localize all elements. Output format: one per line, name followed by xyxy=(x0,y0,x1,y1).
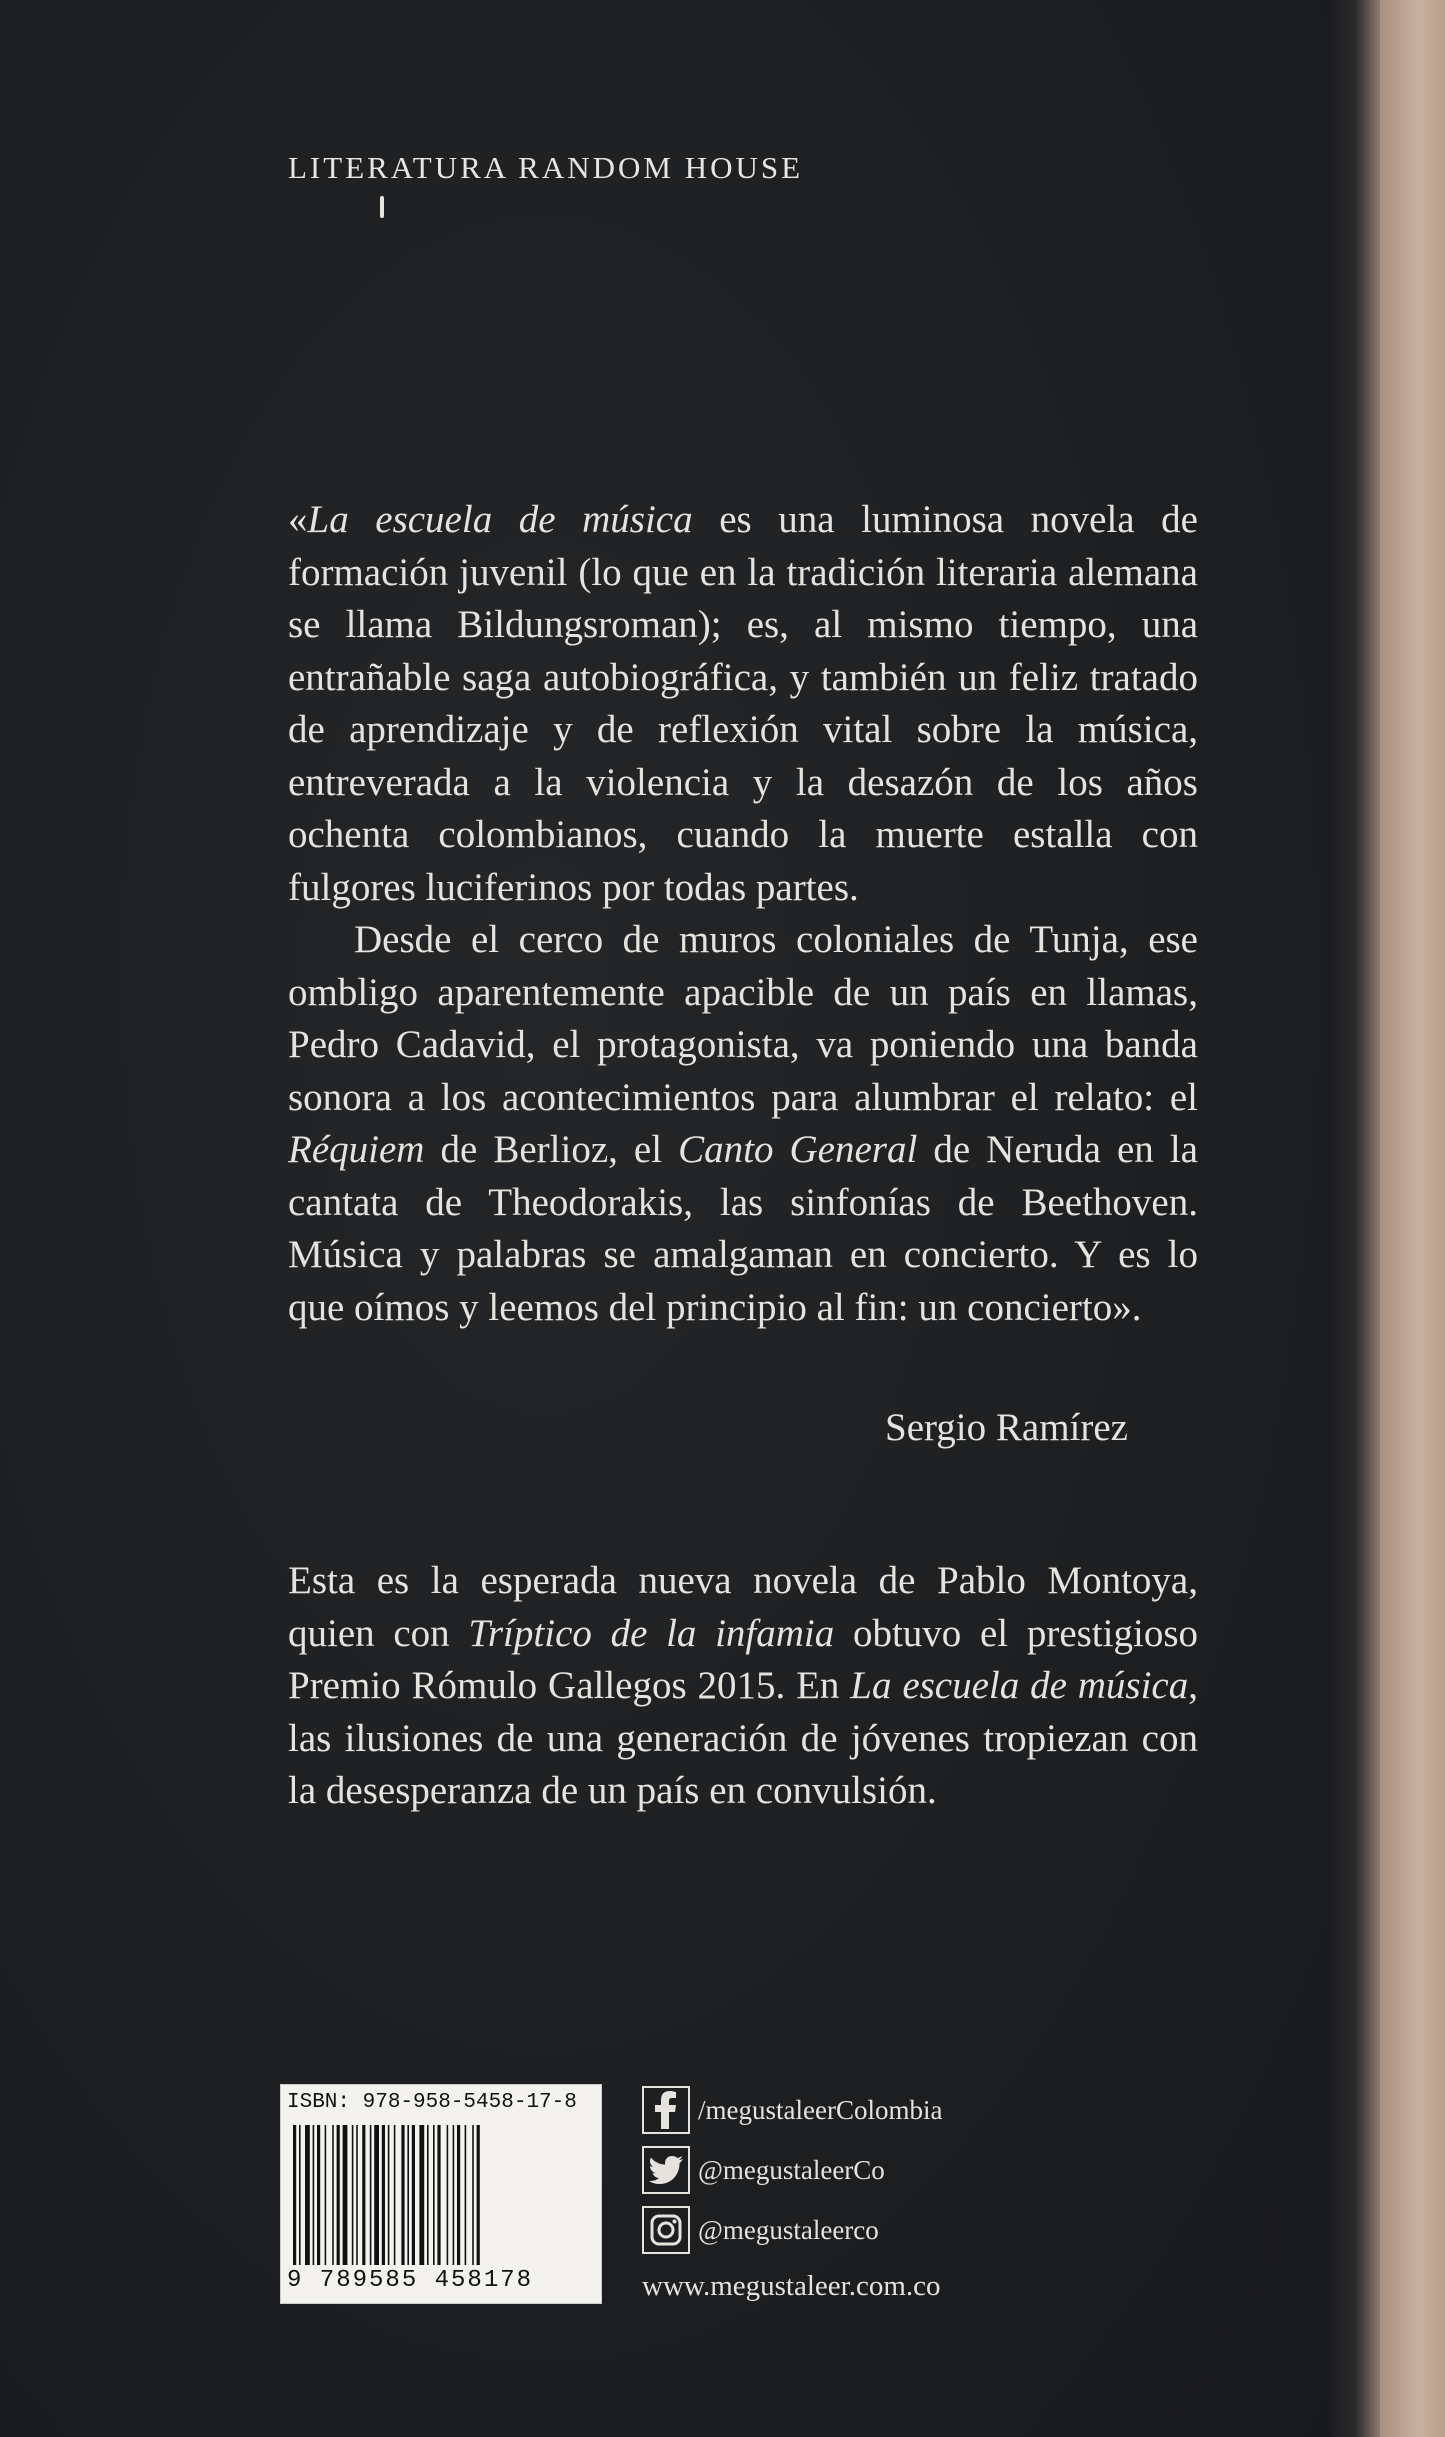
promo-text xyxy=(288,1555,1198,1818)
work-title-italic: Canto General xyxy=(678,1128,918,1171)
blurb-text: es una luminosa novela de formación juvenil (lo que en la tradición literaria alemana se llama Bildungsroman); es, al mismo tiempo, una entrañable saga autobiográfica, y también un feliz tratado de aprendizaje y de reflexión vital sobre la música, entreverada a la violencia y la desazón de los años ochenta colombianos, cuando la muerte estalla con fulgores luciferinos por todas partes. xyxy=(288,498,1198,909)
instagram-row[interactable] xyxy=(642,2204,879,2256)
blurb-text: de Neruda en la cantata de Theodorakis, las sinfonías de Beethoven. Música y palabras se amalgaman en concierto. Y es lo que oímos y leemos del principio al fin: un concierto». xyxy=(288,1128,1198,1329)
promo-text-part: Esta es la esperada nueva novela de Pablo Montoya, quien con xyxy=(288,1559,1198,1655)
instagram-handle: @megustaleerco xyxy=(698,2214,879,2245)
facebook-handle: /megustaleerColombia xyxy=(698,2094,943,2125)
open-quote: « xyxy=(288,498,308,541)
background-surface xyxy=(1380,0,1445,2437)
twitter-handle: @megustaleerCo xyxy=(698,2154,885,2185)
blurb-text: Desde el cerco de muros coloniales de Tunja, ese ombligo aparentemente apacible de un país en llamas, Pedro Cadavid, el protagonista, va poniendo una banda sonora a los acontecimientos para alumbrar el relato: el xyxy=(288,918,1198,1119)
publisher-imprint: LITERATURA RANDOM HOUSE xyxy=(288,150,804,185)
quote-author: Sergio Ramírez xyxy=(885,1406,1128,1449)
book-title-italic: La escuela de música xyxy=(307,498,693,541)
twitter-row[interactable] xyxy=(642,2144,885,2196)
work-title-italic: Réquiem xyxy=(288,1128,425,1171)
barcode-digits: 9 789585 458178 xyxy=(287,2267,534,2294)
website-link[interactable]: www.megustaleer.com.co xyxy=(642,2270,941,2302)
blurb-text: de Berlioz, el xyxy=(424,1128,679,1171)
book-title-italic: Tríptico de la infamia xyxy=(468,1611,835,1655)
barcode xyxy=(291,2125,591,2265)
facebook-row[interactable] xyxy=(642,2084,942,2136)
twitter-icon xyxy=(642,2146,690,2194)
imprint-mark xyxy=(380,196,384,218)
blurb-quote xyxy=(288,494,1198,1334)
barcode-label xyxy=(280,2084,602,2304)
promo-text-part: obtuvo el prestigioso Premio Rómulo Gallegos 2015. En xyxy=(288,1611,1198,1707)
isbn-number: ISBN: 978-958-5458-17-8 xyxy=(287,2091,577,2114)
cover-edge xyxy=(1330,0,1380,2437)
facebook-icon xyxy=(642,2086,690,2134)
blurb-paragraph-2 xyxy=(288,914,1198,1334)
promo-paragraph xyxy=(288,1555,1198,1818)
promo-text-part: , las ilusiones de una generación de jóvenes tropiezan con la desesperanza de un país en convulsión. xyxy=(288,1664,1198,1812)
book-title-italic: La escuela de música xyxy=(850,1664,1189,1707)
instagram-icon xyxy=(642,2206,690,2254)
blurb-paragraph-1 xyxy=(288,494,1198,914)
